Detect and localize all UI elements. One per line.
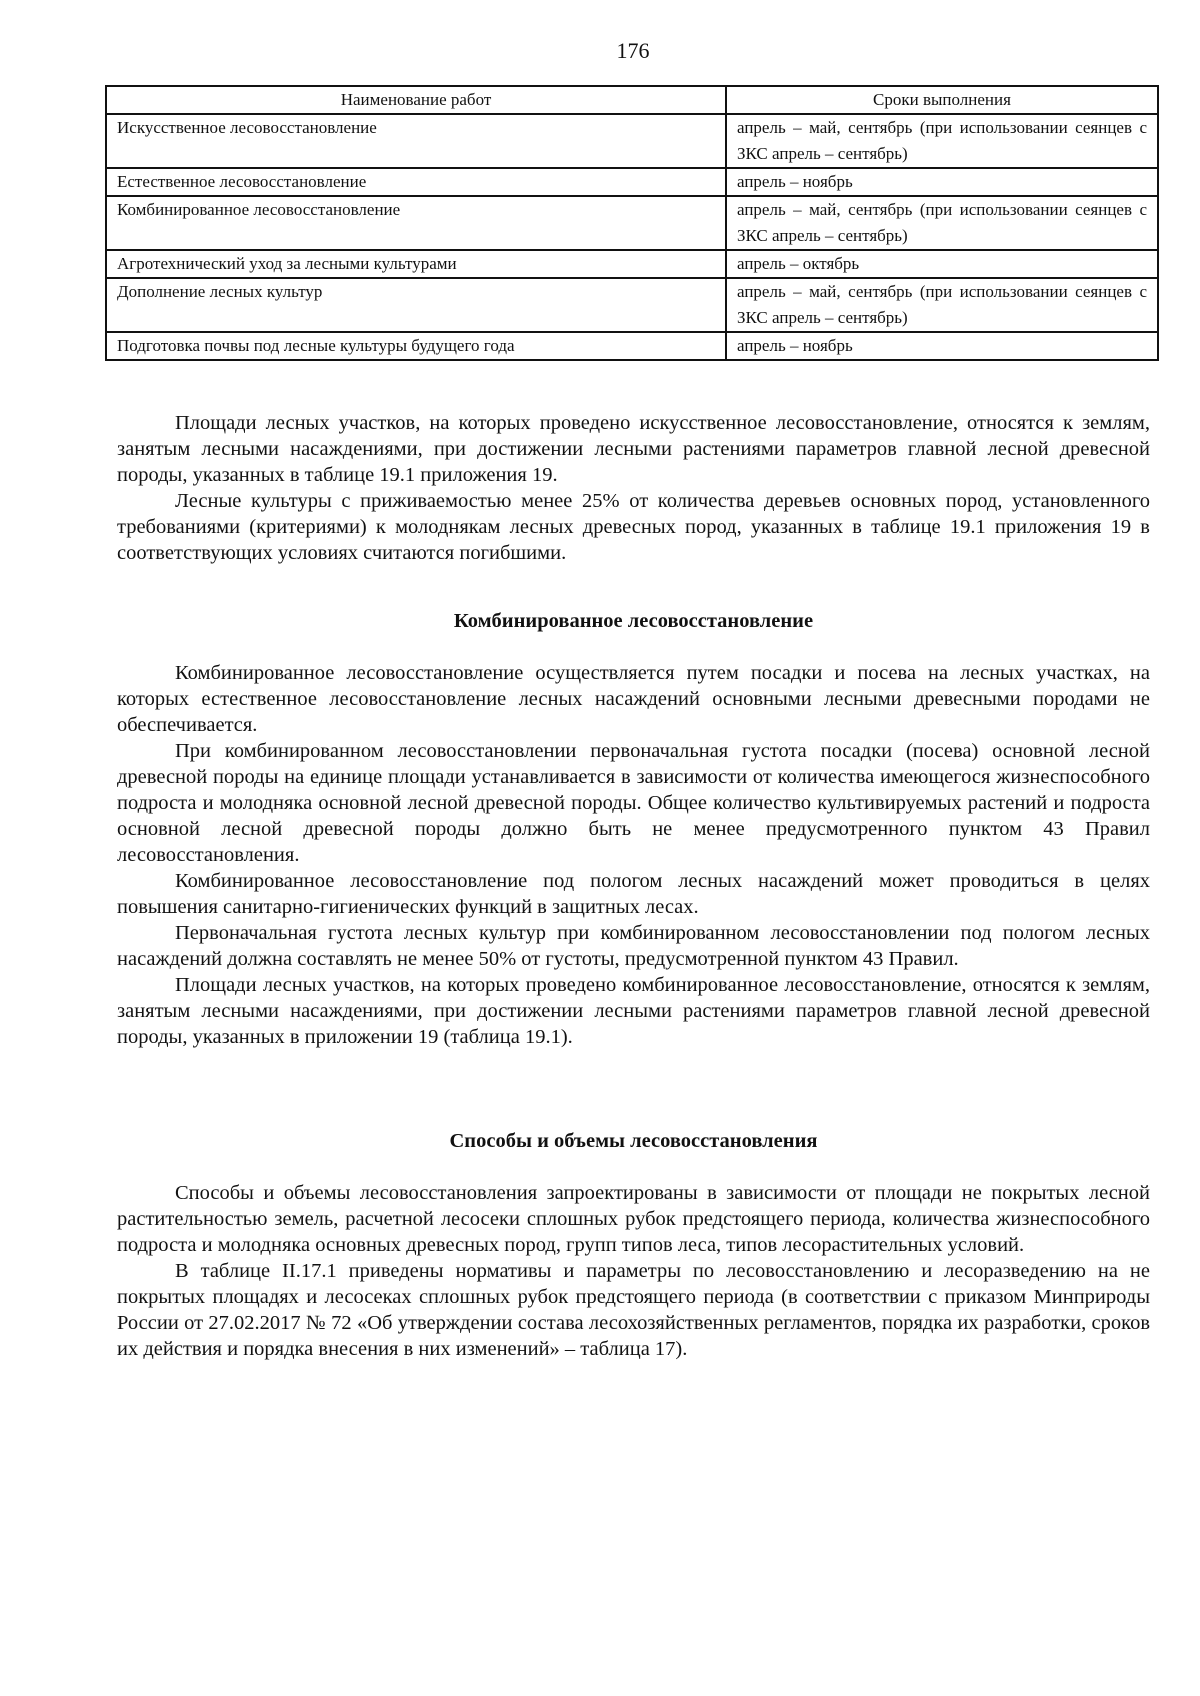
paragraph: Лесные культуры с приживаемостью менее 25% от количества деревьев основных пород, установленного требованиями (критериями) к молоднякам лесных древесных пород, указанных в таблице 19.1 приложения 19 в соответствующих условиях считаются погибшими. xyxy=(117,490,1150,564)
paragraph: Комбинированное лесовосстановление под пологом лесных насаждений может проводиться в целях повышения санитарно-гигиенических функций в защитных лесах. xyxy=(117,870,1150,918)
intro-text-block xyxy=(117,410,1150,566)
work-name-cell: Агротехнический уход за лесными культурами xyxy=(106,250,726,278)
work-name-cell: Комбинированное лесовосстановление xyxy=(106,196,726,250)
paragraph: Способы и объемы лесовосстановления запроектированы в зависимости от площади не покрытых лесной растительностью земель, расчетной лесосеки сплошных рубок предстоящего периода, количества жизнеспособного подроста и молодняка основных древесных пород, групп типов леса, типов лесорастительных условий. xyxy=(117,1182,1150,1256)
term-cell: апрель – май, сентябрь (при использовании сеянцев с ЗКС апрель – сентябрь) xyxy=(726,278,1158,332)
term-cell: апрель – май, сентябрь (при использовании сеянцев с ЗКС апрель – сентябрь) xyxy=(726,196,1158,250)
paragraph: При комбинированном лесовосстановлении первоначальная густота посадки (посева) основной лесной древесной породы на единице площади устанавливается в зависимости от количества имеющегося жизнеспособного подроста и молодняка основной лесной древесной породы. Общее количество культивируемых растений и подроста основной лесной древесной породы должно быть не менее предусмотренного пунктом 43 Правил лесовосстановления. xyxy=(117,740,1150,866)
work-name-cell: Дополнение лесных культур xyxy=(106,278,726,332)
table-header-row xyxy=(106,86,1158,114)
term-cell: апрель – май, сентябрь (при использовании сеянцев с ЗКС апрель – сентябрь) xyxy=(726,114,1158,168)
section-heading: Способы и объемы лесовосстановления xyxy=(449,1130,818,1152)
methods-volumes-section xyxy=(117,1128,1150,1362)
table-row xyxy=(106,278,1158,332)
combined-reforestation-section xyxy=(117,608,1150,1050)
table-row xyxy=(106,250,1158,278)
table-row xyxy=(106,332,1158,360)
paragraph: Комбинированное лесовосстановление осуществляется путем посадки и посева на лесных участках, на которых естественное лесовосстановление лесных насаждений основными лесными древесными породами не обеспечивается. xyxy=(117,662,1150,736)
work-name-cell: Естественное лесовосстановление xyxy=(106,168,726,196)
section-heading: Комбинированное лесовосстановление xyxy=(453,610,814,632)
term-cell: апрель – ноябрь xyxy=(726,332,1158,360)
works-schedule-table xyxy=(105,85,1159,361)
work-name-cell: Искусственное лесовосстановление xyxy=(106,114,726,168)
column-header-term: Сроки выполнения xyxy=(726,86,1158,114)
table-row xyxy=(106,114,1158,168)
page-number: 176 xyxy=(616,38,650,63)
paragraph: Площади лесных участков, на которых проведено комбинированное лесовосстановление, относятся к землям, занятым лесными насаждениями, при достижении лесными растениями параметров главной лесной древесной породы, указанных в приложении 19 (таблица 19.1). xyxy=(117,974,1150,1048)
table-row xyxy=(106,196,1158,250)
paragraph: Площади лесных участков, на которых проведено искусственное лесовосстановление, относятся к землям, занятым лесными насаждениями, при достижении лесными растениями параметров главной лесной древесной породы, указанных в таблице 19.1 приложения 19. xyxy=(117,412,1150,486)
table-row xyxy=(106,168,1158,196)
term-cell: апрель – ноябрь xyxy=(726,168,1158,196)
paragraph: В таблице II.17.1 приведены нормативы и параметры по лесовосстановлению и лесоразведению на не покрытых площадях и лесосеках сплошных рубок предстоящего периода (в соответствии с приказом Минприроды России от 27.02.2017 № 72 «Об утверждении состава лесохозяйственных регламентов, порядка их разработки, сроков их действия и порядка внесения в них изменений» – таблица 17). xyxy=(117,1260,1150,1360)
work-name-cell: Подготовка почвы под лесные культуры будущего года xyxy=(106,332,726,360)
column-header-work-name: Наименование работ xyxy=(106,86,726,114)
term-cell: апрель – октябрь xyxy=(726,250,1158,278)
paragraph: Первоначальная густота лесных культур при комбинированном лесовосстановлении под пологом лесных насаждений должна составлять не менее 50% от густоты, предусмотренной пунктом 43 Правил. xyxy=(117,922,1150,970)
